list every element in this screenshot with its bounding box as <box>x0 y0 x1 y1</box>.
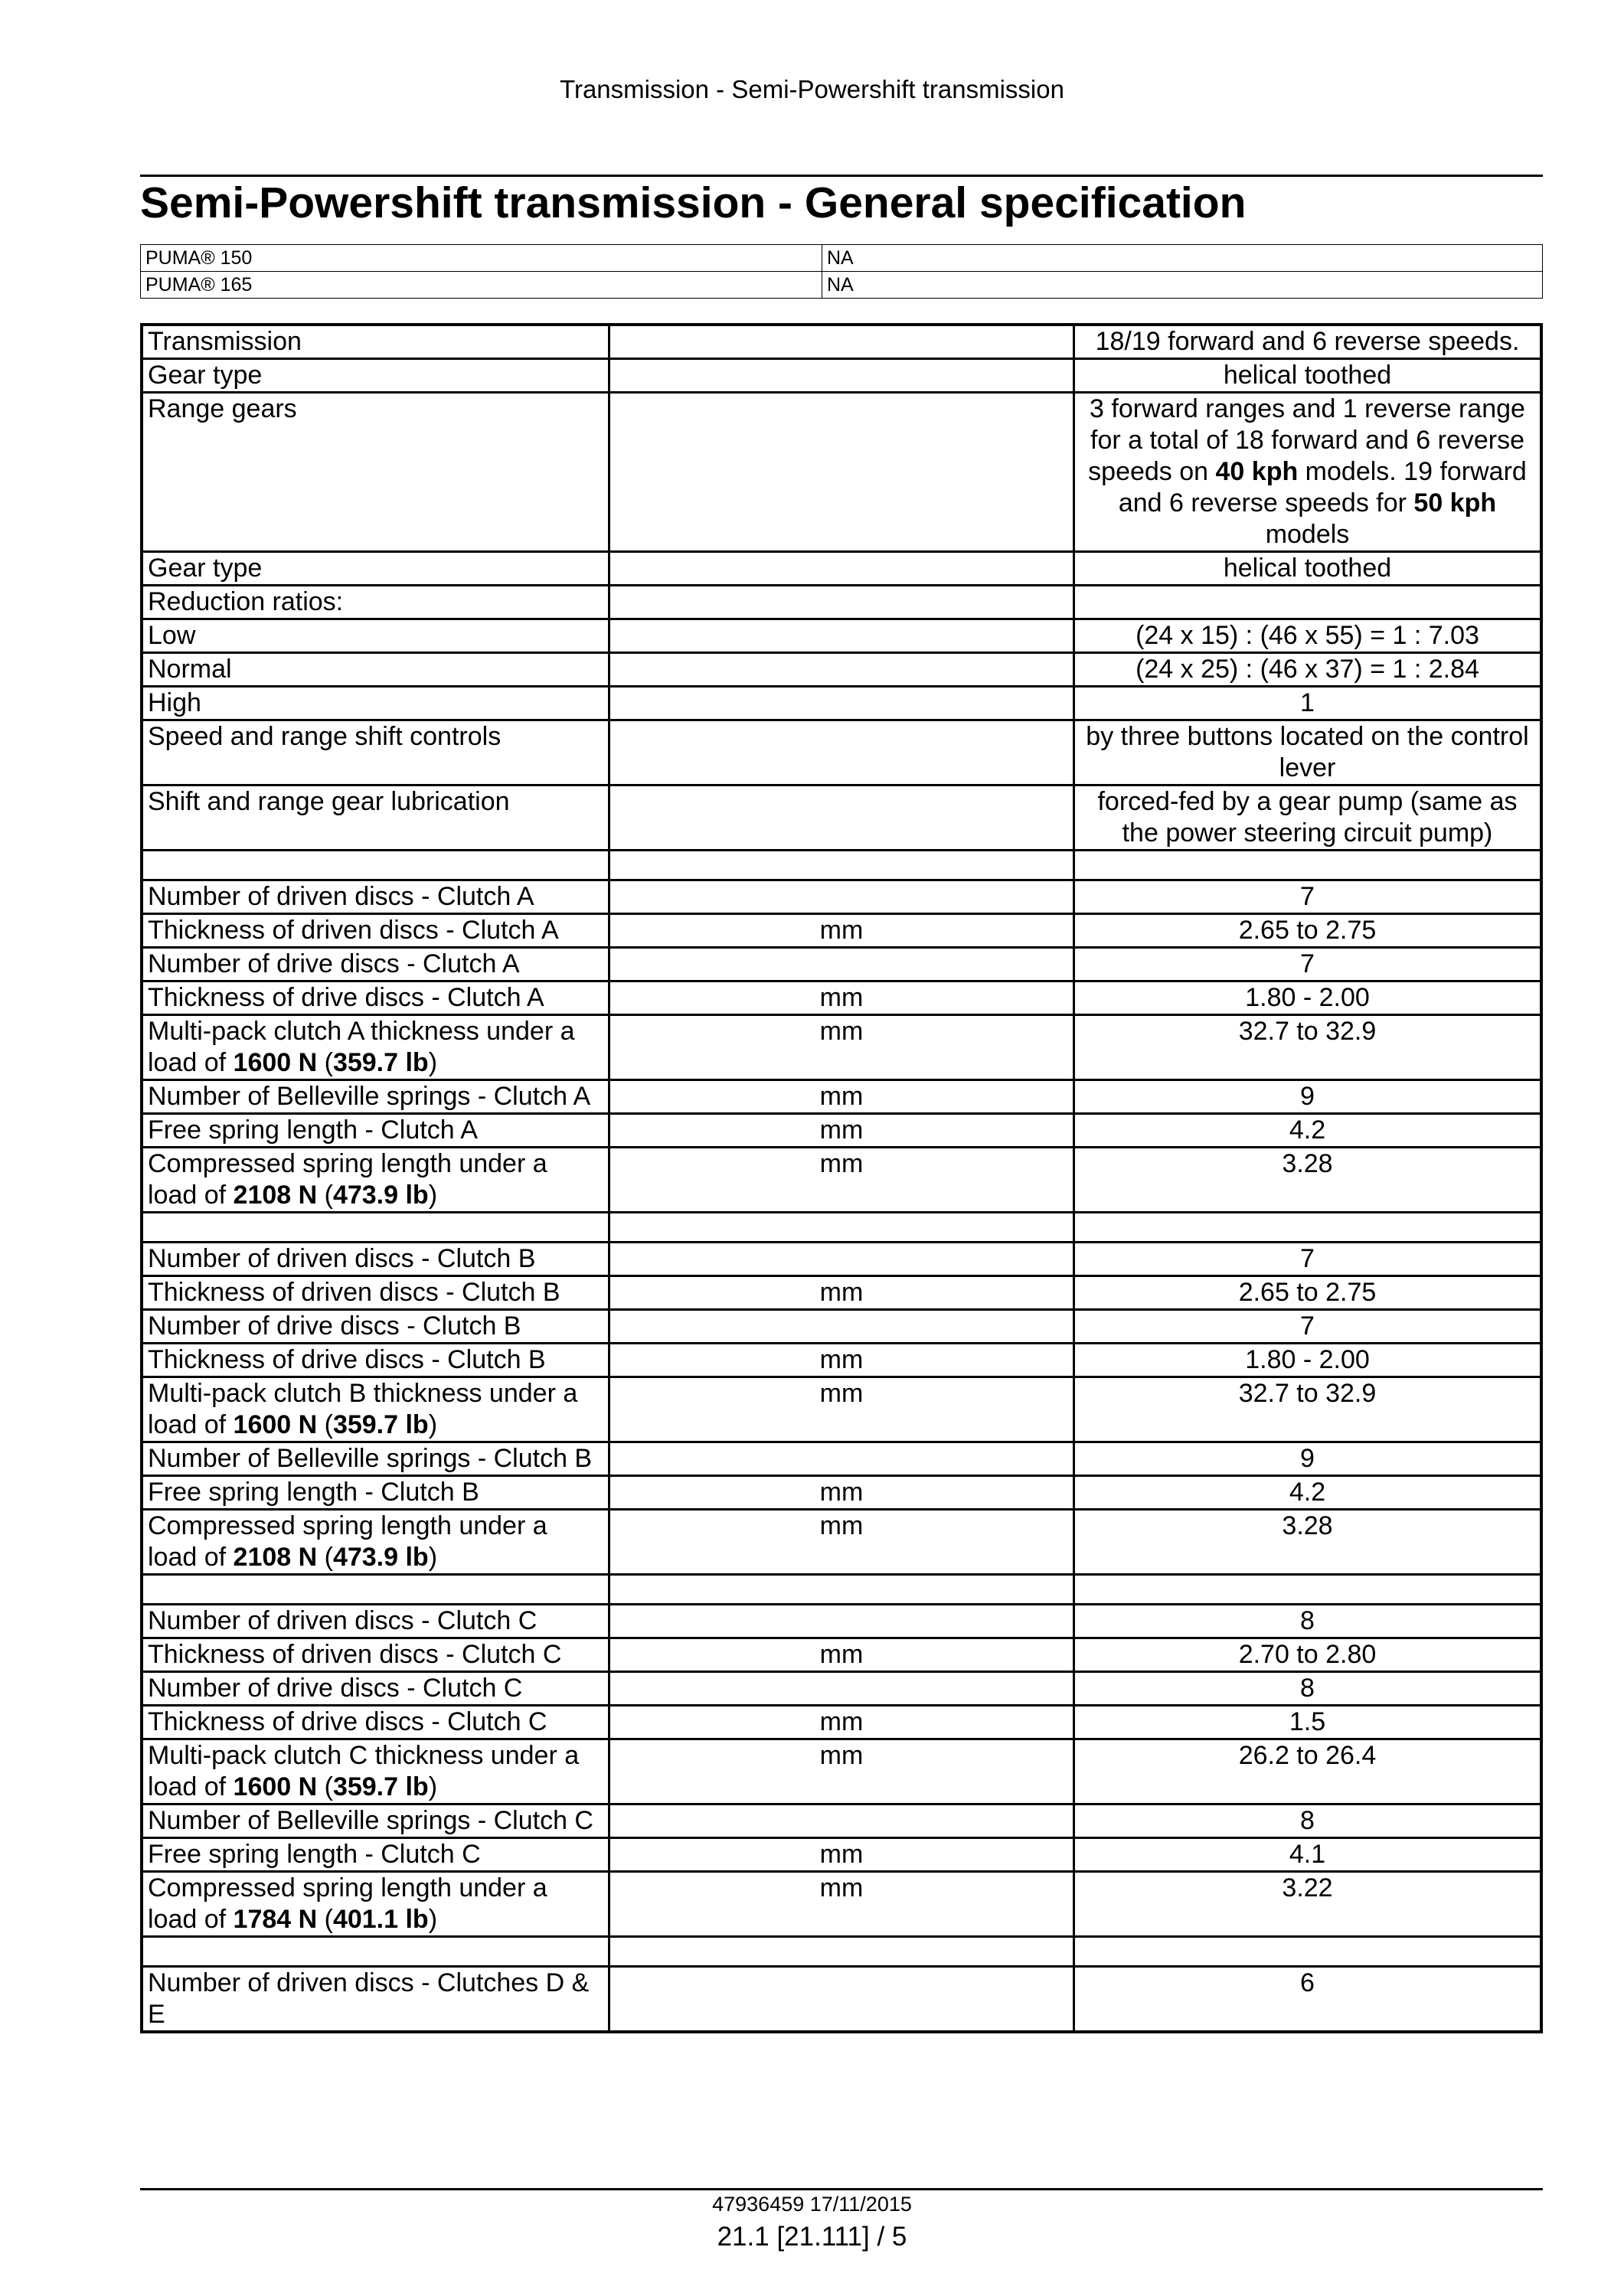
header-rule <box>140 175 1543 177</box>
spec-value: 32.7 to 32.9 <box>1074 1377 1542 1442</box>
spec-value: by three buttons located on the control lever <box>1074 720 1542 785</box>
spec-row <box>142 325 1541 359</box>
spec-row <box>142 1605 1541 1638</box>
spec-label: Multi-pack clutch B thickness under a load of 1600 N (359.7 lb) <box>142 1377 609 1442</box>
spec-value: 26.2 to 26.4 <box>1074 1739 1542 1804</box>
spec-value: 4.1 <box>1074 1838 1542 1872</box>
spec-label: Thickness of driven discs - Clutch A <box>142 914 609 948</box>
spec-label: Multi-pack clutch C thickness under a load of 1600 N (359.7 lb) <box>142 1739 609 1804</box>
document-reference: 47936459 17/11/2015 <box>712 2193 912 2216</box>
spec-value: helical toothed <box>1074 552 1542 586</box>
spec-label: Number of driven discs - Clutch A <box>142 880 609 914</box>
page-reference: 21.1 [21.111] / 5 <box>717 2222 907 2252</box>
spec-label: Transmission <box>142 325 609 359</box>
spec-label: Number of Belleville springs - Clutch C <box>142 1804 609 1838</box>
spec-value: helical toothed <box>1074 359 1542 393</box>
spec-row <box>142 1442 1541 1476</box>
spacer-row <box>142 1937 1541 1967</box>
spec-unit <box>609 1937 1074 1967</box>
spec-value: 9 <box>1074 1442 1542 1476</box>
running-header: Transmission - Semi-Powershift transmission <box>560 75 1064 103</box>
spec-unit <box>609 653 1074 687</box>
spec-label: Number of driven discs - Clutch B <box>142 1243 609 1276</box>
spacer-row <box>142 851 1541 880</box>
spec-unit <box>609 880 1074 914</box>
spec-value: 2.65 to 2.75 <box>1074 914 1542 948</box>
spec-unit <box>609 1967 1074 2033</box>
spec-label: Shift and range gear lubrication <box>142 785 609 851</box>
spec-row <box>142 1276 1541 1310</box>
spec-value: 32.7 to 32.9 <box>1074 1015 1542 1080</box>
spec-unit: mm <box>609 1344 1074 1377</box>
spec-value: 7 <box>1074 1310 1542 1344</box>
spec-label: Range gears <box>142 393 609 552</box>
spec-label: Free spring length - Clutch C <box>142 1838 609 1872</box>
spec-unit <box>609 1243 1074 1276</box>
spec-unit: mm <box>609 981 1074 1015</box>
spec-label: Number of Belleville springs - Clutch A <box>142 1080 609 1114</box>
spec-row <box>142 880 1541 914</box>
spec-unit: mm <box>609 1377 1074 1442</box>
spec-row <box>142 1080 1541 1114</box>
spec-label <box>142 1213 609 1243</box>
model-row <box>141 272 1543 299</box>
spec-label: Number of driven discs - Clutches D & E <box>142 1967 609 2033</box>
spec-label: Thickness of drive discs - Clutch B <box>142 1344 609 1377</box>
spec-row <box>142 720 1541 785</box>
spec-row <box>142 393 1541 552</box>
spec-unit: mm <box>609 1838 1074 1872</box>
spec-unit <box>609 720 1074 785</box>
spec-row <box>142 1377 1541 1442</box>
spec-row <box>142 981 1541 1015</box>
spec-unit <box>609 619 1074 653</box>
spec-value <box>1074 586 1542 619</box>
spec-value: 7 <box>1074 880 1542 914</box>
spec-label: Compressed spring length under a load of 2108 N (473.9 lb) <box>142 1510 609 1575</box>
spec-label: Thickness of drive discs - Clutch A <box>142 981 609 1015</box>
spec-unit: mm <box>609 1276 1074 1310</box>
spec-label: Gear type <box>142 359 609 393</box>
spec-unit <box>609 948 1074 981</box>
spec-row <box>142 1310 1541 1344</box>
spec-value: 2.70 to 2.80 <box>1074 1638 1542 1672</box>
spec-label: Normal <box>142 653 609 687</box>
spec-row <box>142 687 1541 720</box>
spec-unit: mm <box>609 1148 1074 1213</box>
spec-row <box>142 359 1541 393</box>
spec-unit <box>609 1310 1074 1344</box>
spec-row <box>142 914 1541 948</box>
spec-label: High <box>142 687 609 720</box>
spec-row <box>142 619 1541 653</box>
spec-unit <box>609 393 1074 552</box>
model-applicability-table <box>140 244 1543 299</box>
spec-unit <box>609 687 1074 720</box>
spec-row <box>142 1148 1541 1213</box>
spec-value: 1.5 <box>1074 1706 1542 1739</box>
spec-label <box>142 1937 609 1967</box>
spec-value: 6 <box>1074 1967 1542 2033</box>
spacer-row <box>142 1213 1541 1243</box>
spec-value <box>1074 1213 1542 1243</box>
spec-value <box>1074 851 1542 880</box>
spec-row <box>142 1672 1541 1706</box>
spec-label: Reduction ratios: <box>142 586 609 619</box>
spec-label: Number of Belleville springs - Clutch B <box>142 1442 609 1476</box>
spec-value: 8 <box>1074 1605 1542 1638</box>
spec-unit: mm <box>609 1476 1074 1510</box>
spec-label: Low <box>142 619 609 653</box>
spec-unit: mm <box>609 1638 1074 1672</box>
spec-value <box>1074 1937 1542 1967</box>
spec-unit: mm <box>609 1872 1074 1937</box>
page-title: Semi-Powershift transmission - General specification <box>140 178 1247 227</box>
spec-label: Thickness of driven discs - Clutch B <box>142 1276 609 1310</box>
footer-rule <box>140 2188 1543 2190</box>
spec-row <box>142 586 1541 619</box>
model-value: NA <box>822 272 1543 299</box>
spec-unit <box>609 359 1074 393</box>
spec-value: 7 <box>1074 948 1542 981</box>
spec-unit <box>609 1213 1074 1243</box>
spec-unit <box>609 785 1074 851</box>
spec-label: Multi-pack clutch A thickness under a load of 1600 N (359.7 lb) <box>142 1015 609 1080</box>
spec-label: Number of drive discs - Clutch C <box>142 1672 609 1706</box>
spacer-row <box>142 1575 1541 1605</box>
spec-row <box>142 1015 1541 1080</box>
spec-unit <box>609 851 1074 880</box>
spec-label <box>142 1575 609 1605</box>
spec-label: Number of driven discs - Clutch C <box>142 1605 609 1638</box>
spec-label: Compressed spring length under a load of 2108 N (473.9 lb) <box>142 1148 609 1213</box>
spec-row <box>142 1114 1541 1148</box>
spec-value: 3 forward ranges and 1 reverse range for a total of 18 forward and 6 reverse speeds on 40 kph models. 19 forward and 6 reverse speeds for 50 kph models <box>1074 393 1542 552</box>
spec-unit: mm <box>609 1510 1074 1575</box>
specification-table <box>140 323 1543 2033</box>
spec-row <box>142 1838 1541 1872</box>
spec-row <box>142 1967 1541 2033</box>
spec-row <box>142 1243 1541 1276</box>
spec-label: Speed and range shift controls <box>142 720 609 785</box>
spec-row <box>142 948 1541 981</box>
spec-unit: mm <box>609 1706 1074 1739</box>
spec-row <box>142 552 1541 586</box>
spec-value: 8 <box>1074 1804 1542 1838</box>
spec-label: Thickness of drive discs - Clutch C <box>142 1706 609 1739</box>
spec-value: (24 x 15) : (46 x 55) = 1 : 7.03 <box>1074 619 1542 653</box>
spec-unit: mm <box>609 1015 1074 1080</box>
spec-value: 9 <box>1074 1080 1542 1114</box>
spec-row <box>142 1739 1541 1804</box>
spec-unit <box>609 1605 1074 1638</box>
spec-unit: mm <box>609 1080 1074 1114</box>
spec-value: 3.28 <box>1074 1510 1542 1575</box>
spec-unit <box>609 1442 1074 1476</box>
spec-row <box>142 1476 1541 1510</box>
spec-unit: mm <box>609 1739 1074 1804</box>
spec-unit <box>609 1804 1074 1838</box>
spec-value: 4.2 <box>1074 1114 1542 1148</box>
spec-unit: mm <box>609 1114 1074 1148</box>
spec-unit: mm <box>609 914 1074 948</box>
spec-value: (24 x 25) : (46 x 37) = 1 : 2.84 <box>1074 653 1542 687</box>
spec-unit <box>609 325 1074 359</box>
spec-value: 1.80 - 2.00 <box>1074 981 1542 1015</box>
spec-value: 4.2 <box>1074 1476 1542 1510</box>
spec-row <box>142 1706 1541 1739</box>
spec-row <box>142 1510 1541 1575</box>
model-name: PUMA® 150 <box>141 245 822 272</box>
spec-unit <box>609 1575 1074 1605</box>
spec-value: 18/19 forward and 6 reverse speeds. <box>1074 325 1542 359</box>
spec-label: Number of drive discs - Clutch A <box>142 948 609 981</box>
spec-label: Free spring length - Clutch B <box>142 1476 609 1510</box>
spec-row <box>142 1804 1541 1838</box>
spec-label: Number of drive discs - Clutch B <box>142 1310 609 1344</box>
spec-unit <box>609 586 1074 619</box>
spec-value <box>1074 1575 1542 1605</box>
spec-value: 1.80 - 2.00 <box>1074 1344 1542 1377</box>
spec-label <box>142 851 609 880</box>
model-name: PUMA® 165 <box>141 272 822 299</box>
spec-row <box>142 1872 1541 1937</box>
spec-unit <box>609 1672 1074 1706</box>
spec-row <box>142 653 1541 687</box>
model-row <box>141 245 1543 272</box>
spec-row <box>142 785 1541 851</box>
spec-unit <box>609 552 1074 586</box>
spec-value: forced-fed by a gear pump (same as the power steering circuit pump) <box>1074 785 1542 851</box>
spec-value: 7 <box>1074 1243 1542 1276</box>
spec-value: 1 <box>1074 687 1542 720</box>
spec-value: 3.28 <box>1074 1148 1542 1213</box>
spec-label: Gear type <box>142 552 609 586</box>
spec-label: Free spring length - Clutch A <box>142 1114 609 1148</box>
spec-label: Compressed spring length under a load of 1784 N (401.1 lb) <box>142 1872 609 1937</box>
spec-label: Thickness of driven discs - Clutch C <box>142 1638 609 1672</box>
model-value: NA <box>822 245 1543 272</box>
spec-value: 2.65 to 2.75 <box>1074 1276 1542 1310</box>
spec-row <box>142 1344 1541 1377</box>
spec-value: 8 <box>1074 1672 1542 1706</box>
spec-value: 3.22 <box>1074 1872 1542 1937</box>
spec-row <box>142 1638 1541 1672</box>
